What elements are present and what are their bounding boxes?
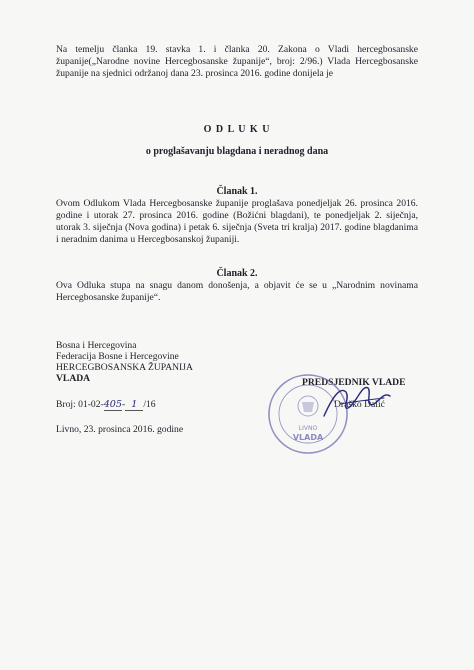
svg-text:VLADA: VLADA xyxy=(292,433,324,442)
issuer-block xyxy=(56,340,193,384)
reference-prefix: Broj: 01-02- xyxy=(56,399,104,410)
article-1-heading: Članak 1. xyxy=(216,186,258,197)
document-title: O D L U K U xyxy=(203,124,271,135)
issuer-federation: Federacija Bosne i Hercegovine xyxy=(56,351,179,362)
signatory-name: Draško Dalić xyxy=(334,399,385,410)
reference-handwritten-sub: 1 xyxy=(125,399,143,411)
signatory-title: PREDSJEDNIK VLADE xyxy=(302,377,406,388)
preamble-paragraph: Na temelju članka 19. stavka 1. i članka 20. Zakona o Vladi hercegbosanske županije(„Narodne novine Hercegbosanske županije“, broj: 2/96.) Vlada Hercegbosanske županije na sjednici održanoj dana 23. prosinca 2016. godine donijela je xyxy=(56,44,418,79)
svg-text:LIVNO: LIVNO xyxy=(298,425,318,432)
article-2-text: Ova Odluka stupa na snagu danom donošenja, a objavit će se u „Narodnim novinama Hercegbosanske županije“. xyxy=(56,280,418,303)
place-date: Livno, 23. prosinca 2016. godine xyxy=(56,424,184,435)
reference-handwritten-number: 405 xyxy=(103,399,123,410)
issuer-county: HERCEGBOSANSKA ŽUPANIJA xyxy=(56,362,193,373)
issuer-government: VLADA xyxy=(56,373,91,384)
issuer-country: Bosna i Hercegovina xyxy=(56,340,137,351)
reference-separator: - xyxy=(122,399,126,410)
handwritten-signature xyxy=(318,378,398,428)
article-1-text: Ovom Odlukom Vlada Hercegbosanske županije proglašava ponedjeljak 26. prosinca 2016. godine i utorak 27. prosinca 2016. godine (Božićni blagdani), te ponedjeljak 2. siječnja, utorak 3. siječnja (Nova godina) i petak 6. siječnja (Sveta tri kralja) 2017. godine blagdanima i neradnim danima u Hercegbosanskoj županiji. xyxy=(56,198,418,245)
reference-suffix: /16 xyxy=(143,399,156,410)
reference-number xyxy=(56,399,156,410)
document-subtitle: o proglašavanju blagdana i neradnog dana xyxy=(145,146,329,157)
article-2-heading: Članak 2. xyxy=(216,268,258,279)
